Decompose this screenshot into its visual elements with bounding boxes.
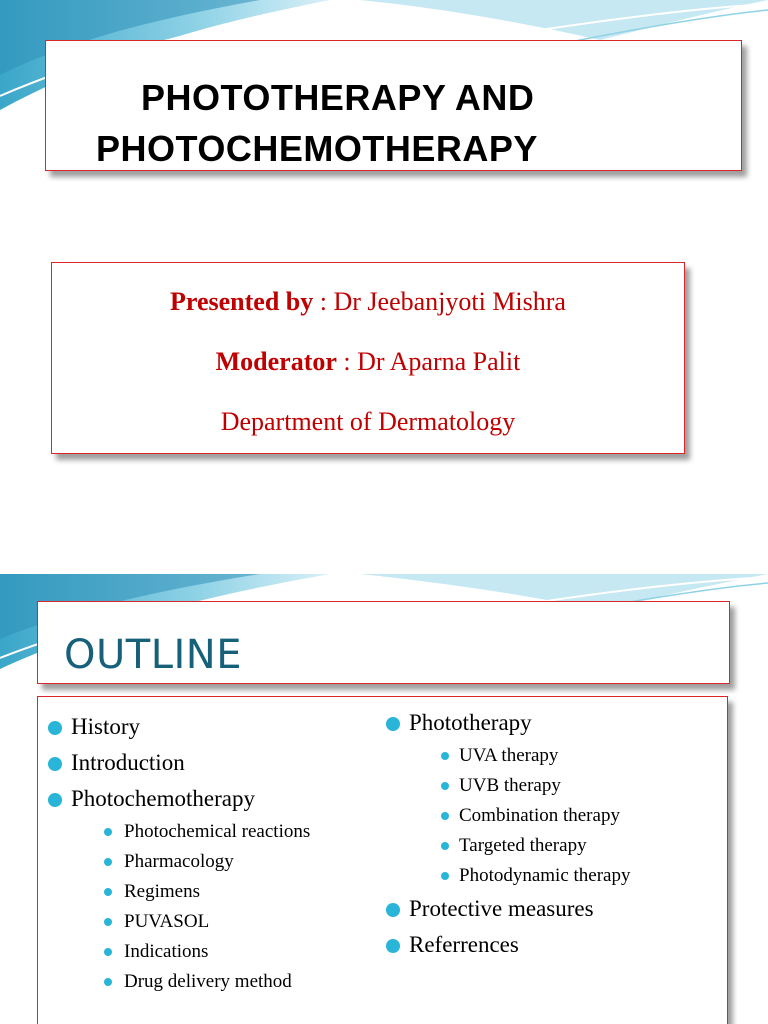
moderator-label: Moderator <box>215 347 337 376</box>
outline-slide <box>0 574 768 1024</box>
list-item: Protective measures <box>384 891 631 927</box>
presented-by-label: Presented by <box>170 287 314 316</box>
sub-list-item: PUVASOL <box>46 907 310 937</box>
department-line: Department of Dermatology <box>220 407 516 436</box>
outline-title-box <box>37 601 730 684</box>
slide-title-line-1: PHOTOTHERAPY AND <box>141 77 535 118</box>
moderator-line <box>52 347 684 377</box>
list-item: Introduction <box>46 745 310 781</box>
moderator-name: : Dr Aparna Palit <box>336 347 521 376</box>
list-item: History <box>46 709 310 745</box>
presenter-name: : Dr Jeebanjyoti Mishra <box>313 287 566 316</box>
outline-list-box <box>37 696 728 1024</box>
sub-list-item: Targeted therapy <box>384 831 631 861</box>
sub-list-item: Regimens <box>46 877 310 907</box>
outline-left-column <box>46 709 310 997</box>
sub-list-item: UVA therapy <box>384 741 631 771</box>
sub-list-item: Combination therapy <box>384 801 631 831</box>
list-item: Photochemotherapy <box>46 781 310 817</box>
presenter-line <box>52 287 684 317</box>
presenter-info-box <box>51 262 685 454</box>
sub-list-item: Drug delivery method <box>46 967 310 997</box>
slide-title-line-2: PHOTOCHEMOTHERAPY <box>96 128 538 169</box>
sub-list-item: Photochemical reactions <box>46 817 310 847</box>
sub-list-item: Photodynamic therapy <box>384 861 631 891</box>
outline-right-column <box>384 705 631 963</box>
slide-title: OUTLINE <box>64 632 242 678</box>
sub-list-item: Pharmacology <box>46 847 310 877</box>
list-item: Referrences <box>384 927 631 963</box>
list-item: Phototherapy <box>384 705 631 741</box>
title-box <box>45 40 742 171</box>
sub-list-item: UVB therapy <box>384 771 631 801</box>
sub-list-item: Indications <box>46 937 310 967</box>
